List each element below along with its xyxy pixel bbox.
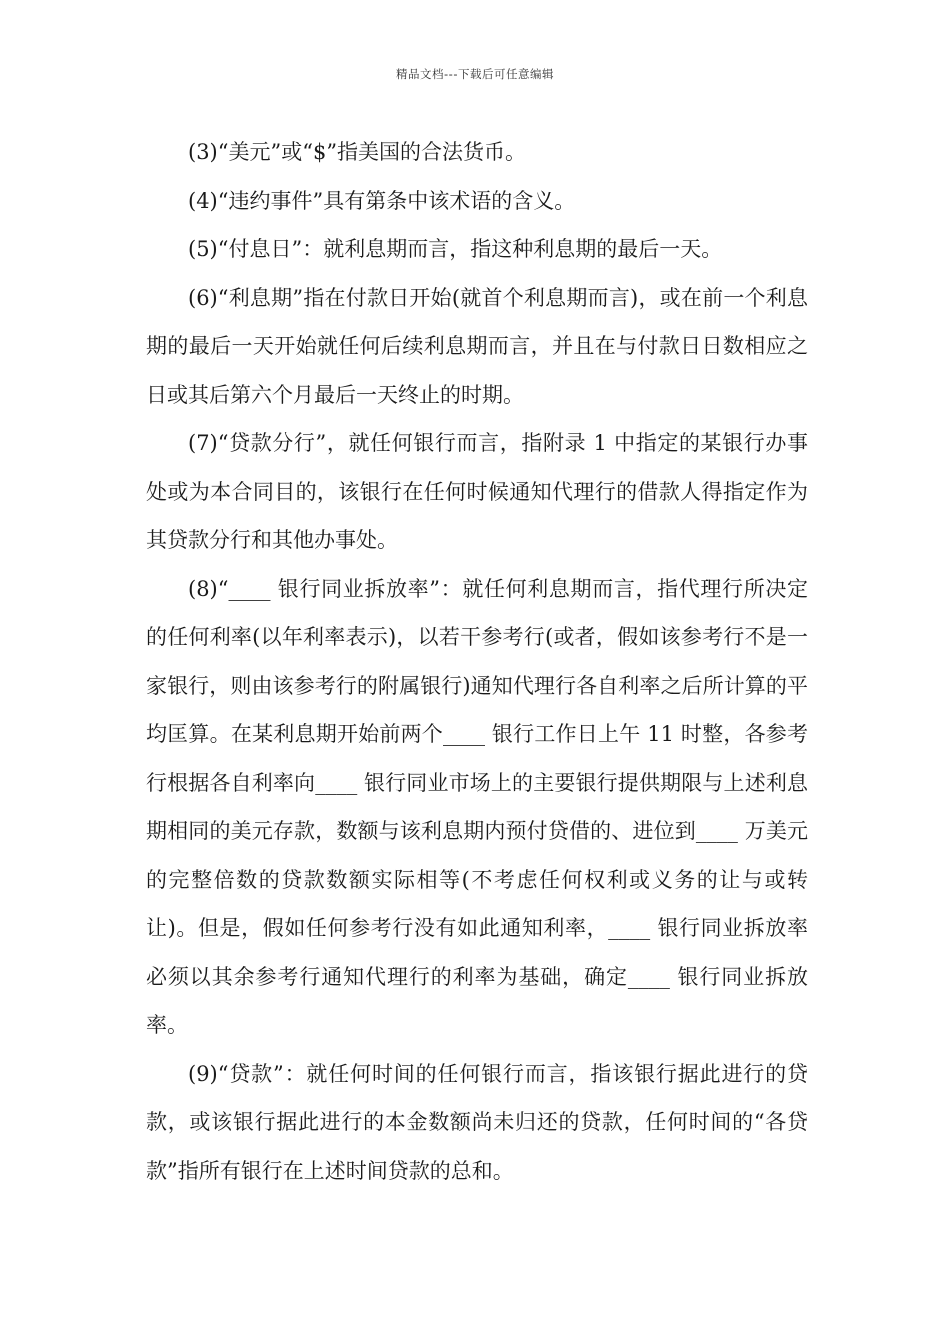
- page-header: 精品文档---下载后可任意编辑: [396, 67, 554, 81]
- paragraph-definition-9: (9)“贷款”：就任何时间的任何银行而言，指该银行据此进行的贷款，或该银行据此进行的本金数额尚未归还的贷款，任何时间的“各贷款”指所有银行在上述时间贷款的总和。: [146, 1061, 808, 1183]
- paragraph-definition-4: (4)“违约事件”具有第条中该术语的含义。: [188, 188, 576, 213]
- paragraph-definition-3: (3)“美元”或“$”指美国的合法货币。: [188, 140, 527, 164]
- paragraph-definition-5: (5)“付息日”：就利息期而言，指这种利息期的最后一天。: [188, 237, 723, 261]
- paragraph-definition-6: (6)“利息期”指在付款日开始(就首个利息期而言)，或在前一个利息期的最后一天开始就任何后续利息期而言，并且在与付款日日数相应之日或其后第六个月最后一天终止的时期。: [146, 285, 808, 407]
- paragraph-definition-8: (8)“____ 银行同业拆放率”：就任何利息期而言，指代理行所决定的任何利率(以年利率表示)，以若干参考行(或者，假如该参考行不是一家银行，则由该参考行的附属银行)通知代理行各自利率之后所计算的平均匡算。在某利息期开始前两个____ 银行工作日上午 11 时整，各参考行根据各自利率向____ 银行同业市场上的主要银行提供期限与上述利息期相同的美元存款，数额与该利息期内预付贷借的、进位到____ 万美元的完整倍数的贷款数额实际相等(不考虑任何权利或义务的让与或转让)。但是，假如任何参考行没有如此通知利率，____ 银行同业拆放率必须以其余参考行通知代理行的利率为基础，确定____ 银行同业拆放率。: [146, 576, 808, 1037]
- document-body: [146, 128, 808, 1195]
- paragraph-definition-7: (7)“贷款分行”，就任何银行而言，指附录 1 中指定的某银行办事处或为本合同目的，该银行在任何时候通知代理行的借款人得指定作为其贷款分行和其他办事处。: [146, 431, 808, 552]
